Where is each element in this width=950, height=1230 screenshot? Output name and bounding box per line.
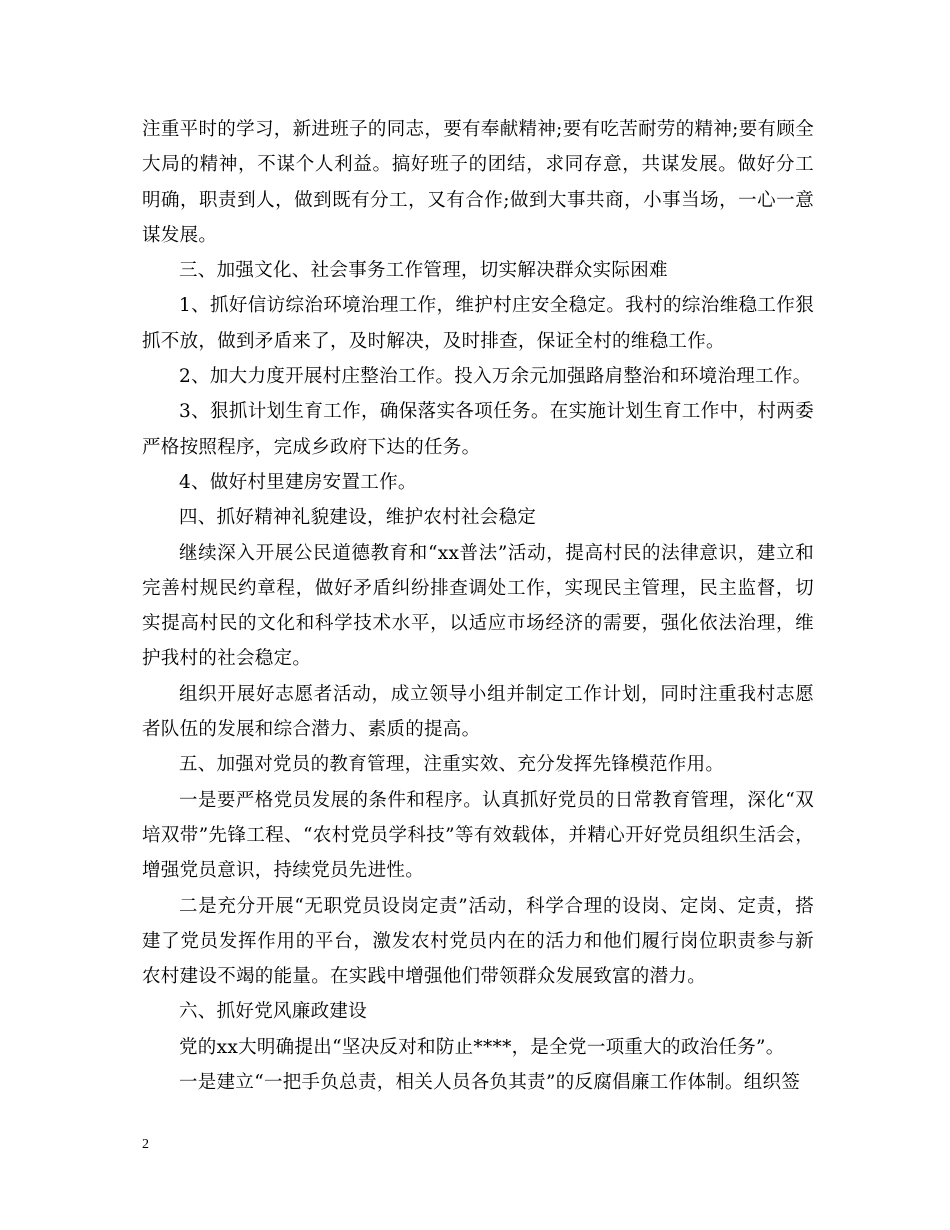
paragraph: 1、抓好信访综治环境治理工作，维护村庄安全稳定。我村的综治维稳工作狠抓不放，做到矛盾来了，及时解决，及时排查，保证全村的维稳工作。 <box>142 295 814 352</box>
section-heading: 五、加强对党员的教育管理，注重实效、充分发挥先锋模范作用。 <box>179 754 725 776</box>
paragraph: 4、做好村里建房安置工作。 <box>179 471 417 493</box>
section-heading: 三、加强文化、社会事务工作管理，切实解决群众实际困难 <box>179 260 668 282</box>
document-body <box>142 112 814 1100</box>
paragraph: 二是充分开展“无职党员设岗定责”活动，科学合理的设岗、定岗、定责，搭建了党员发挥作用的平台，激发农村党员内在的活力和他们履行岗位职责参与新农村建设不竭的能量。在实践中增强他们带领群众发展致富的潜力。 <box>142 895 814 988</box>
page-number: 2 <box>142 1137 149 1152</box>
section-heading: 四、抓好精神礼貌建设，维护农村社会稳定 <box>179 507 537 529</box>
paragraph: 继续深入开展公民道德教育和“xx普法”活动，提高村民的法律意识，建立和完善村规民约章程，做好矛盾纠纷排查调处工作，实现民主管理，民主监督，切实提高村民的文化和科学技术水平，以适应市场经济的需要，强化依法治理，维护我村的社会稳定。 <box>142 542 814 670</box>
paragraph: 2、加大力度开展村庄整治工作。投入万余元加强路肩整治和环境治理工作。 <box>179 366 812 388</box>
paragraph: 组织开展好志愿者活动，成立领导小组并制定工作计划，同时注重我村志愿者队伍的发展和综合潜力、素质的提高。 <box>142 683 814 741</box>
section-heading: 六、抓好党风廉政建设 <box>179 1001 368 1023</box>
paragraph: 党的xx大明确提出“坚决反对和防止****，是全党一项重大的政治任务”。 <box>179 1036 785 1058</box>
paragraph: 3、狠抓计划生育工作，确保落实各项任务。在实施计划生育工作中，村两委严格按照程序，完成乡政府下达的任务。 <box>142 401 814 458</box>
paragraph: 一是要严格党员发展的条件和程序。认真抓好党员的日常教育管理，深化“双培双带”先锋工程、“农村党员学科技”等有效载体，并精心开好党员组织生活会，增强党员意识，持续党员先进性。 <box>142 789 814 882</box>
paragraph: 注重平时的学习，新进班子的同志，要有奉献精神;要有吃苦耐劳的精神;要有顾全大局的精神，不谋个人利益。搞好班子的团结，求同存意，共谋发展。做好分工明确，职责到人，做到既有分工，又有合作;做到大事共商，小事当场，一心一意谋发展。 <box>142 119 814 246</box>
paragraph: 一是建立“一把手负总责，相关人员各负其责”的反腐倡廉工作体制。组织签 <box>179 1072 801 1094</box>
